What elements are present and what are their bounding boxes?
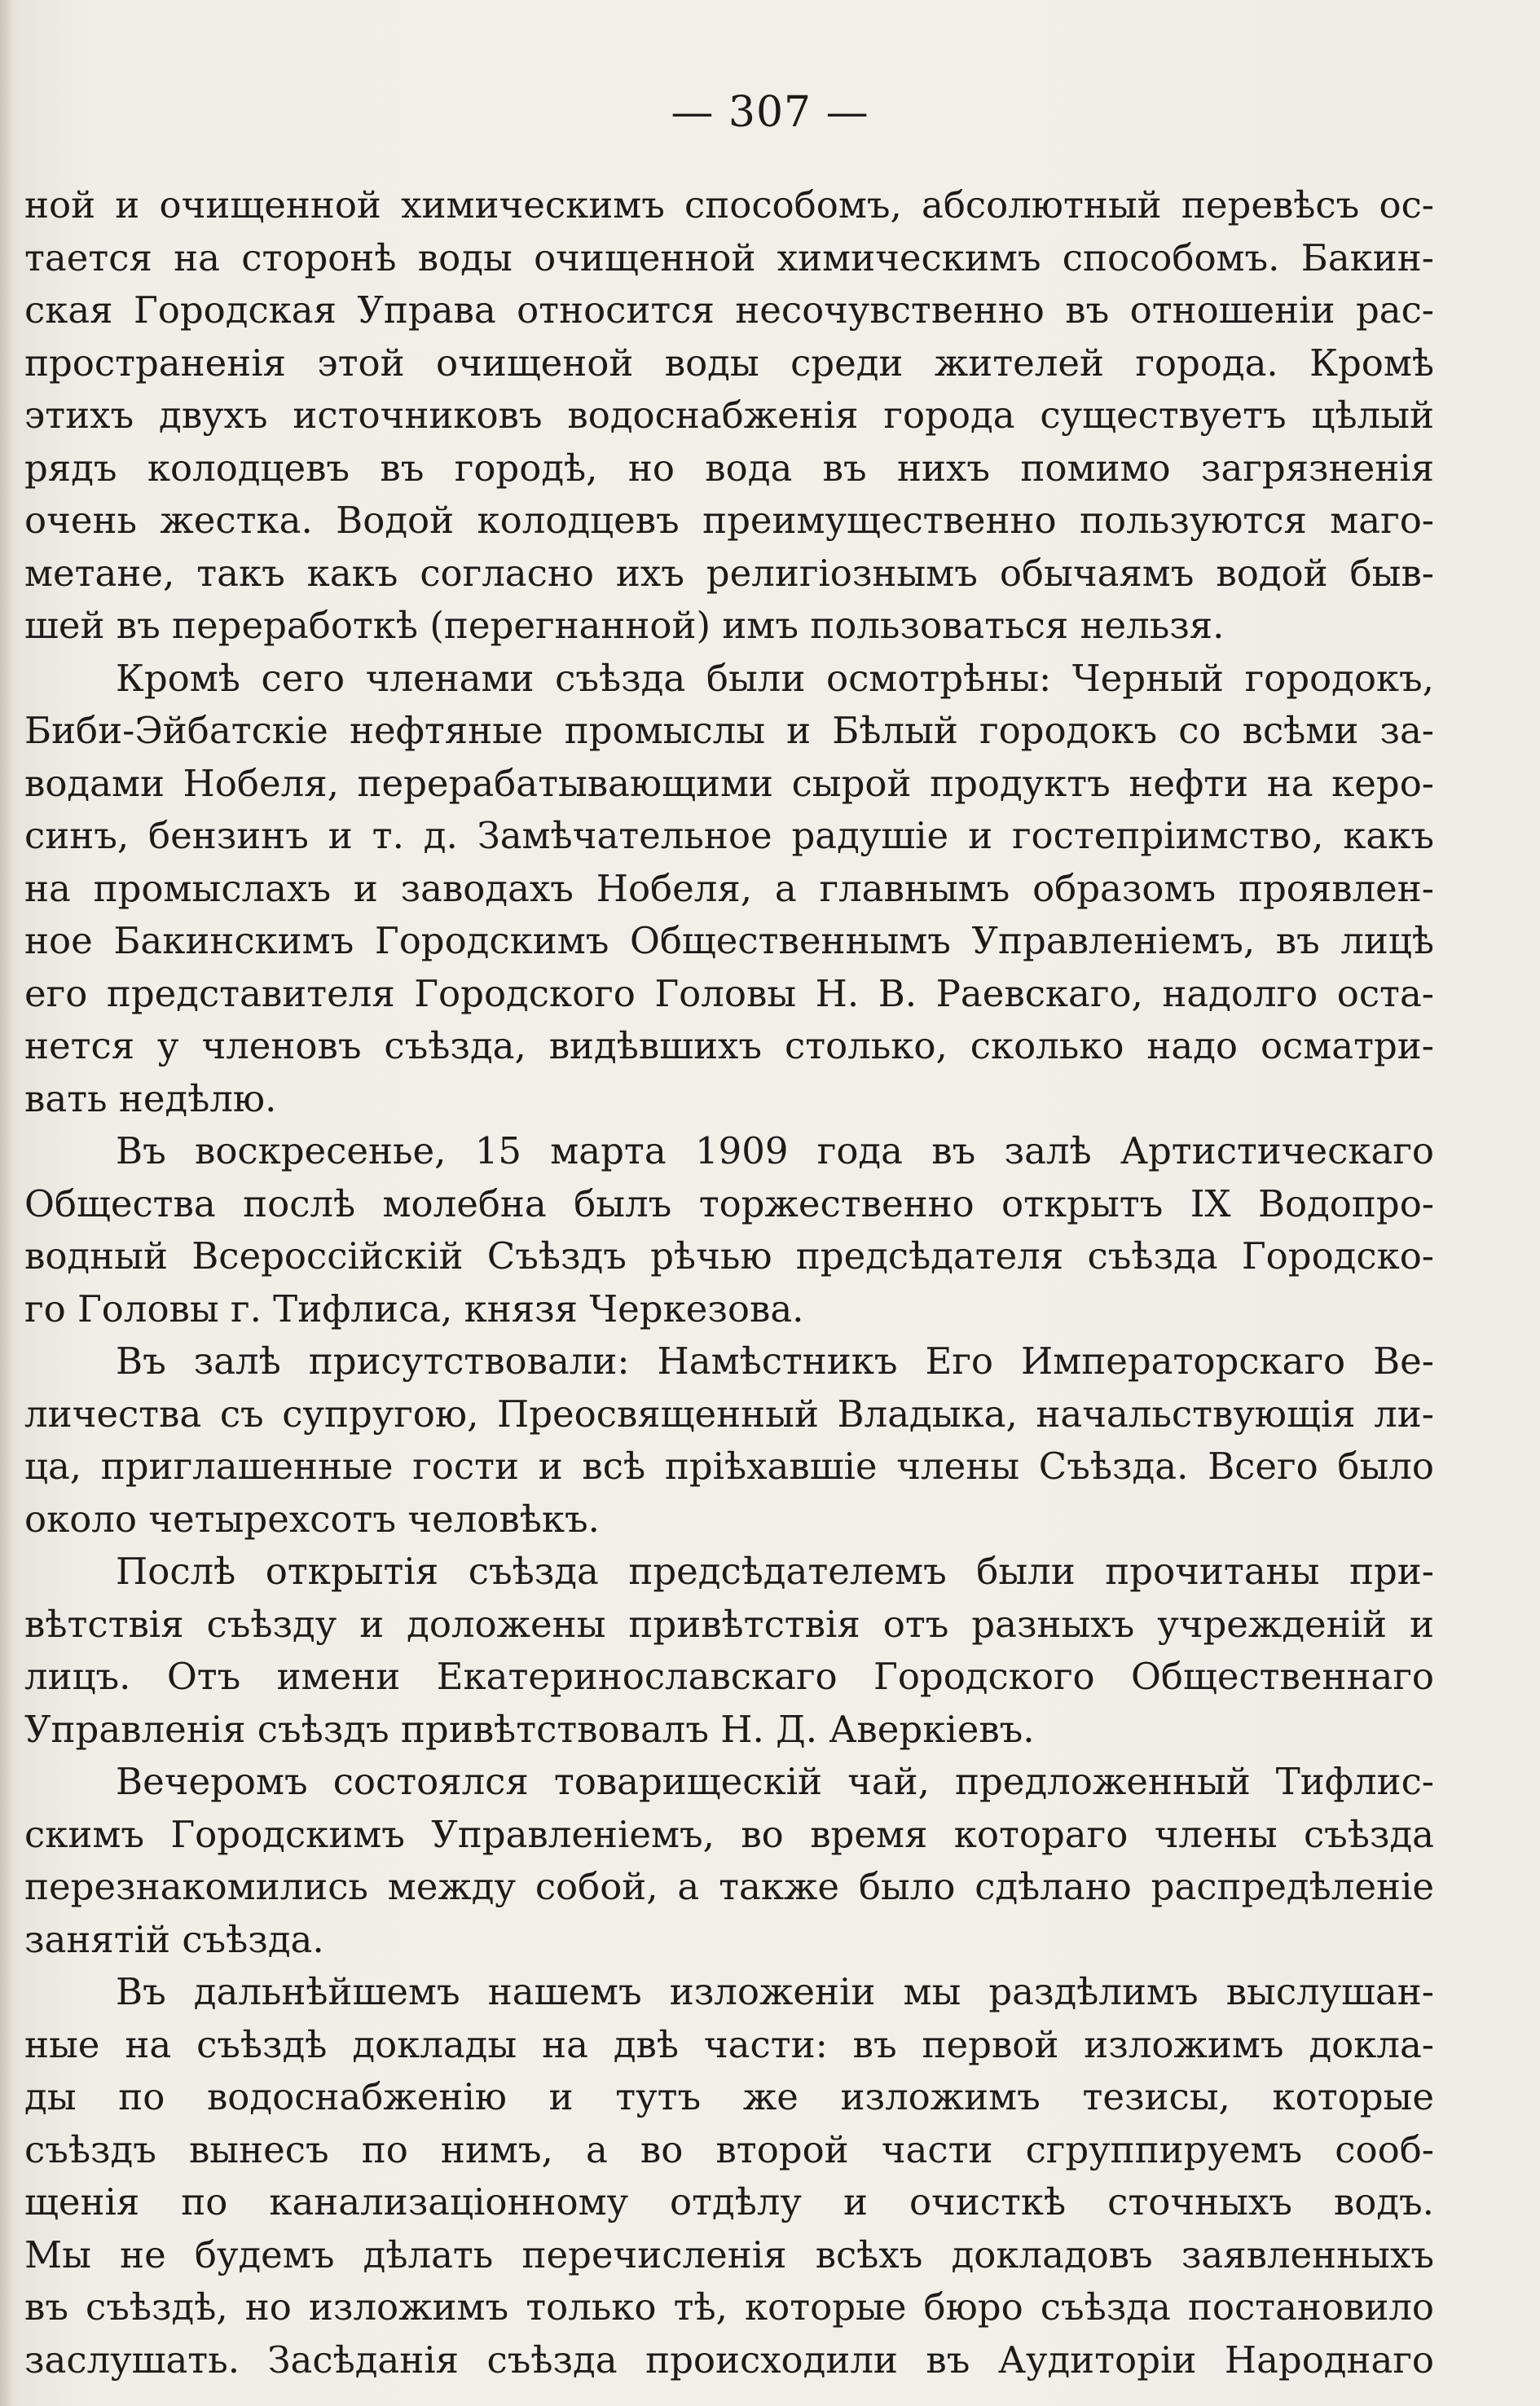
text-line: пространенія этой очищеной воды среди жителей города. Кромѣ	[24, 341, 1434, 385]
paragraph	[24, 179, 1434, 653]
text-line: этихъ двухъ источниковъ водоснабженія города существуетъ цѣлый	[24, 394, 1434, 437]
text-line: на промыслахъ и заводахъ Нобеля, а главнымъ образомъ проявлен-	[24, 866, 1434, 910]
text-line: ды по водоснабженію и тутъ же изложимъ тезисы, которые	[24, 2075, 1434, 2118]
text-line: го Головы г. Тифлиса, князя Черкезова.	[24, 1287, 804, 1331]
paragraph	[24, 1125, 1434, 1335]
text-line: водный Всероссійскій Съѣздъ рѣчью предсѣдателя съѣзда Городско-	[24, 1234, 1434, 1278]
text-line: Въ залѣ присутствовали: Намѣстникъ Его Императорскаго Ве-	[116, 1339, 1434, 1383]
text-line: личества съ супругою, Преосвященный Владыка, начальствующія ли-	[24, 1392, 1434, 1436]
text-line: нется у членовъ съѣзда, видѣвшихъ столько, сколько надо осматри-	[24, 1024, 1434, 1067]
text-line: ца, приглашенные гости и всѣ пріѣхавшіе члены Съѣзда. Всего было	[24, 1445, 1434, 1488]
body-text	[24, 179, 1434, 2386]
page-number: — 307 —	[671, 88, 869, 137]
text-line: Общества послѣ молебна былъ торжественно открытъ IX Водопро-	[24, 1181, 1434, 1225]
text-line: Биби-Эйбатскіе нефтяные промыслы и Бѣлый городокъ со всѣми за-	[24, 709, 1434, 752]
text-line: ные на съѣздѣ доклады на двѣ части: въ первой изложимъ докла-	[24, 2022, 1434, 2066]
paragraph	[24, 1966, 1434, 2386]
text-line: Мы не будемъ дѣлать перечисленія всѣхъ докладовъ заявленныхъ	[24, 2232, 1434, 2276]
paragraph	[24, 1335, 1434, 1546]
text-line: перезнакомились между собой, а также было сдѣлано распредѣленіе	[24, 1865, 1434, 1908]
text-line: Въ дальнѣйшемъ нашемъ изложеніи мы раздѣлимъ выслушан-	[116, 1970, 1434, 2013]
text-line: Управленія съѣздъ привѣтствовалъ Н. Д. Аверкіевъ.	[24, 1707, 1035, 1751]
text-line: занятій съѣзда.	[24, 1917, 324, 1961]
text-line: рядъ колодцевъ въ городѣ, но вода въ нихъ помимо загрязненія	[24, 446, 1434, 490]
text-line: Въ воскресенье, 15 марта 1909 года въ залѣ Артистическаго	[116, 1129, 1434, 1172]
text-line: въ съѣздѣ, но изложимъ только тѣ, которые бюро съѣзда постановило	[24, 2285, 1434, 2329]
text-line: Вечеромъ состоялся товарищескій чай, предложенный Тифлис-	[116, 1760, 1434, 1803]
text-line: ская Городская Управа относится несочувственно въ отношеніи рас-	[24, 288, 1434, 332]
text-line: щенія по канализаціонному отдѣлу и очисткѣ сточныхъ водъ.	[24, 2180, 1434, 2223]
text-line: Послѣ открытія съѣзда предсѣдателемъ были прочитаны при-	[116, 1550, 1434, 1593]
paragraph	[24, 653, 1434, 1126]
text-line: метане, такъ какъ согласно ихъ религіознымъ обычаямъ водой быв-	[24, 551, 1434, 595]
text-line: его представителя Городского Головы Н. В. Раевскаго, надолго оста-	[24, 971, 1434, 1015]
text-line: съѣздъ вынесъ по нимъ, а во второй части сгруппируемъ сооб-	[24, 2127, 1434, 2171]
text-line: синъ, бензинъ и т. д. Замѣчательное радушіе и гостепріимство, какъ	[24, 814, 1434, 857]
text-line: скимъ Городскимъ Управленіемъ, во время котораго члены съѣзда	[24, 1812, 1434, 1856]
text-line: заслушать. Засѣданія съѣзда происходили въ Аудиторіи Народнаго	[24, 2338, 1434, 2382]
text-line: очень жестка. Водой колодцевъ преимущественно пользуются маго-	[24, 499, 1434, 542]
text-line: шей въ переработкѣ (перегнанной) имъ пользоваться нельзя.	[24, 604, 1225, 647]
text-line: вать недѣлю.	[24, 1076, 277, 1120]
text-line: около четырехсотъ человѣкъ.	[24, 1497, 600, 1541]
text-line: тается на сторонѣ воды очищенной химическимъ способомъ. Бакин-	[24, 235, 1434, 279]
paragraph	[24, 1546, 1434, 1756]
text-line: вѣтствія съѣзду и доложены привѣтствія отъ разныхъ учрежденій и	[24, 1602, 1434, 1646]
text-line: водами Нобеля, перерабатывающими сырой продуктъ нефти на керо-	[24, 761, 1434, 805]
text-line: ное Бакинскимъ Городскимъ Общественнымъ Управленіемъ, въ лицѣ	[24, 919, 1434, 962]
text-line: лицъ. Отъ имени Екатеринославскаго Городского Общественнаго	[24, 1655, 1434, 1698]
paragraph	[24, 1756, 1434, 1966]
page-gutter-shadow	[0, 0, 15, 2406]
text-line: ной и очищенной химическимъ способомъ, абсолютный перевѣсъ ос-	[24, 183, 1434, 227]
text-line: Кромѣ сего членами съѣзда были осмотрѣны: Черный городокъ,	[116, 656, 1434, 700]
